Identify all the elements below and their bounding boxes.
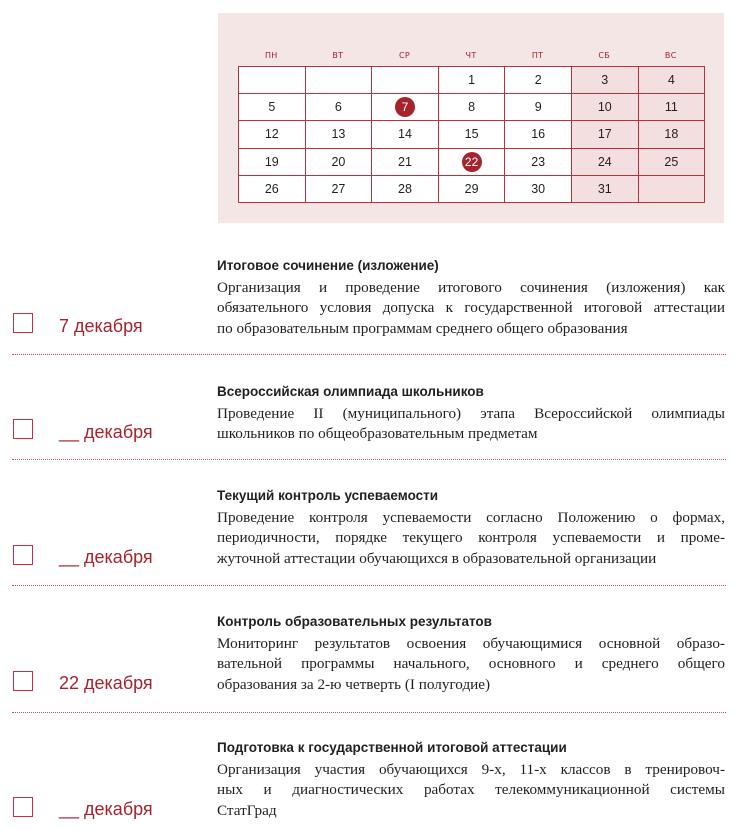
calendar-week-row xyxy=(239,148,705,175)
calendar-day-cell: 27 xyxy=(305,175,372,202)
highlighted-day-marker: 22 xyxy=(462,152,482,172)
event-checkbox[interactable] xyxy=(13,545,33,565)
calendar-day-cell: 6 xyxy=(305,94,372,121)
calendar-day-cell: 5 xyxy=(239,94,306,121)
description-line: Организация участия обучающихся 9-х, 11-х классов в тренировоч- xyxy=(217,761,725,778)
event-date: __ декабря xyxy=(59,799,153,819)
weekday-label: ПН xyxy=(264,51,278,60)
calendar-week-row xyxy=(239,121,705,148)
weekday-label: ПТ xyxy=(531,51,544,60)
event-checkbox[interactable] xyxy=(13,797,33,817)
calendar-day-cell: 10 xyxy=(571,94,638,121)
event-checkbox[interactable] xyxy=(13,671,33,691)
calendar-day-cell: 25 xyxy=(638,148,705,175)
weekday-header xyxy=(238,51,704,67)
description-line: вательной программы начального, основного и среднего общего xyxy=(217,655,725,673)
calendar-day-cell: 19 xyxy=(239,148,306,175)
event-date: 22 декабря xyxy=(59,673,153,693)
weekday-label: СР xyxy=(398,51,410,60)
event-title: Всероссийская олимпиада школьников xyxy=(217,384,484,399)
event-description xyxy=(217,760,725,821)
description-line: обязательного условия допуска к государственной итоговой аттестации xyxy=(217,299,725,317)
calendar-day-cell: 8 xyxy=(438,94,505,121)
event-date: __ декабря xyxy=(59,422,153,442)
event-date: __ декабря xyxy=(59,547,153,567)
calendar-day-cell: 31 xyxy=(571,175,638,202)
calendar-week-row xyxy=(239,67,705,94)
highlighted-day-marker: 7 xyxy=(395,97,415,117)
calendar-day-cell: 12 xyxy=(239,121,306,148)
calendar-day-cell: 2 xyxy=(505,67,572,94)
dotted-divider xyxy=(12,712,726,713)
description-line: жуточной аттестации обучающихся в образовательной организации xyxy=(217,549,657,567)
event-checkbox[interactable] xyxy=(13,313,33,333)
event-checkbox[interactable] xyxy=(13,419,33,439)
event-title: Текущий контроль успеваемости xyxy=(217,488,439,503)
weekday-label: ЧТ xyxy=(465,51,477,60)
calendar-day-cell: 24 xyxy=(571,148,638,175)
event-description xyxy=(217,278,725,339)
calendar-day-cell: 13 xyxy=(305,121,372,148)
description-line: школьников по общеобразовательным предметам xyxy=(217,425,538,443)
calendar-day-cell: 1 xyxy=(438,67,505,94)
calendar-day-cell xyxy=(638,175,705,202)
calendar-week-row xyxy=(239,175,705,202)
calendar-day-cell: 26 xyxy=(239,175,306,202)
dotted-divider xyxy=(12,459,726,460)
event-description xyxy=(217,404,725,445)
weekday-label: ВТ xyxy=(332,51,344,60)
calendar-grid xyxy=(238,66,705,203)
calendar-panel xyxy=(218,13,724,223)
dotted-divider xyxy=(12,354,726,355)
description-line: Мониторинг результатов освоения обучающимися основной образо- xyxy=(217,635,725,652)
description-line: Проведение II (муниципального) этапа Всероссийской олимпиады xyxy=(217,405,725,422)
calendar-week-row xyxy=(239,94,705,121)
calendar-day-cell: 11 xyxy=(638,94,705,121)
calendar-day-cell xyxy=(372,67,439,94)
description-line: по образовательным программам среднего общего образования xyxy=(217,319,628,337)
calendar-day-cell xyxy=(372,94,439,121)
calendar-day-cell: 15 xyxy=(438,121,505,148)
event-title: Итоговое сочинение (изложение) xyxy=(217,258,439,273)
event-date: 7 декабря xyxy=(59,316,143,336)
calendar-day-cell xyxy=(239,67,306,94)
calendar-day-cell: 29 xyxy=(438,175,505,202)
calendar-day-cell: 9 xyxy=(505,94,572,121)
weekday-label: СБ xyxy=(598,51,611,60)
description-line: Организация и проведение итогового сочинения (изложения) как xyxy=(217,279,725,296)
calendar-day-cell: 16 xyxy=(505,121,572,148)
calendar-day-cell: 20 xyxy=(305,148,372,175)
weekday-label: ВС xyxy=(664,51,677,60)
description-line: Проведение контроля успеваемости согласно Положению о формах, xyxy=(217,509,725,526)
calendar-day-cell: 30 xyxy=(505,175,572,202)
event-title: Контроль образовательных результатов xyxy=(217,614,492,629)
description-line: ных и диагностических работах телекоммуникационной системы xyxy=(217,781,725,799)
description-line: СтатГрад xyxy=(217,801,277,819)
event-title: Подготовка к государственной итоговой аттестации xyxy=(217,740,567,755)
calendar-day-cell: 28 xyxy=(372,175,439,202)
calendar-day-cell: 3 xyxy=(571,67,638,94)
calendar-day-cell: 17 xyxy=(571,121,638,148)
event-description xyxy=(217,508,725,569)
calendar-day-cell: 18 xyxy=(638,121,705,148)
calendar-day-cell xyxy=(438,148,505,175)
dotted-divider xyxy=(12,585,726,586)
calendar-day-cell: 14 xyxy=(372,121,439,148)
description-line: образования за 2-ю четверть (I полугодие) xyxy=(217,675,491,693)
calendar-day-cell xyxy=(305,67,372,94)
event-description xyxy=(217,634,725,695)
calendar-day-cell: 4 xyxy=(638,67,705,94)
description-line: периодичности, порядке текущего контроля успеваемости и проме- xyxy=(217,529,725,547)
calendar-day-cell: 23 xyxy=(505,148,572,175)
calendar-day-cell: 21 xyxy=(372,148,439,175)
